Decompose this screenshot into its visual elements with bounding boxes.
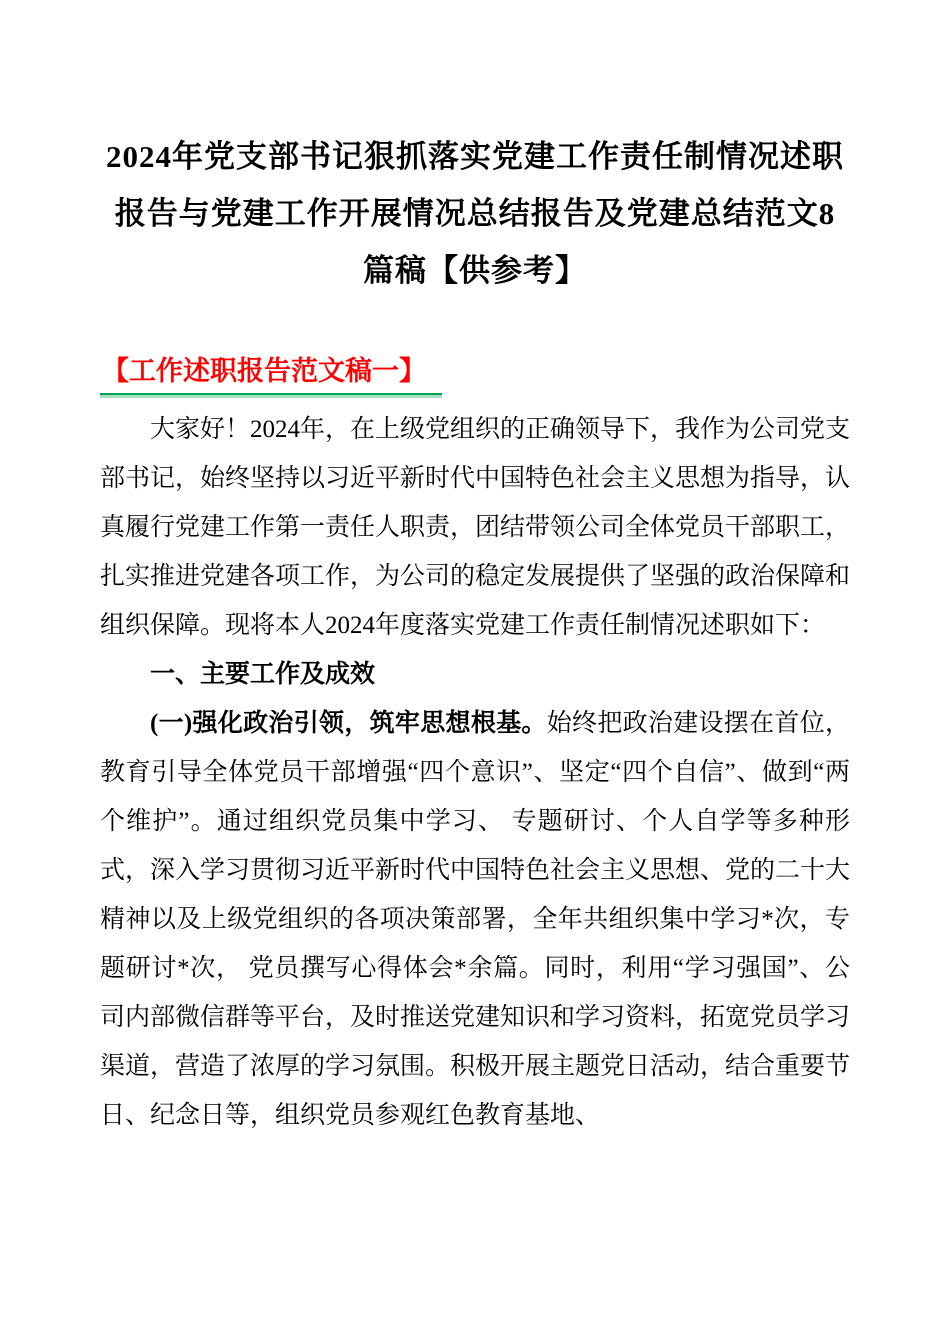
paragraph-political-leadership xyxy=(100,699,850,1140)
paragraph-body-text: 始终把政治建设摆在首位，教育引导全体党员干部增强“四个意识”、坚定“四个自信”、做到“两个维护”。通过组织党员集中学习、 专题研讨、个人自学等多种形式，深入学习贯彻习近平新时代中国特色社会主义思想、党的二十大精神以及上级党组织的各项决策部署，全年共组织集中学习*次，专题研讨*次， 党员撰写心得体会*余篇。同时，利用“学习强国”、公司内部微信群等平台，及时推送党建知识和学习资料，拓宽党员学习渠道，营造了浓厚的学习氛围。积极开展主题党日活动，结合重要节日、纪念日等，组织党员参观红色教育基地、 xyxy=(100,710,851,1129)
paragraph-intro: 大家好！2024年，在上级党组织的正确领导下，我作为公司党支部书记，始终坚持以习近平新时代中国特色社会主义思想为指导，认真履行党建工作第一责任人职责，团结带领公司全体党员干部职工，扎实推进党建各项工作，为公司的稳定发展提供了坚强的政治保障和组织保障。现将本人2024年度落实党建工作责任制情况述职如下： xyxy=(100,416,851,639)
document-title: 2024年党支部书记狠抓落实党建工作责任制情况述职报告与党建工作开展情况总结报告及党建总结范文8篇稿【供参考】 xyxy=(106,139,844,288)
section-heading xyxy=(100,351,850,395)
section-heading-text: 【工作述职报告范文稿一】 xyxy=(100,351,442,395)
heading-main-work: 一、主要工作及成效 xyxy=(150,661,376,688)
paragraph-lead-bold: (一)强化政治引领，筑牢思想根基。 xyxy=(150,710,547,737)
